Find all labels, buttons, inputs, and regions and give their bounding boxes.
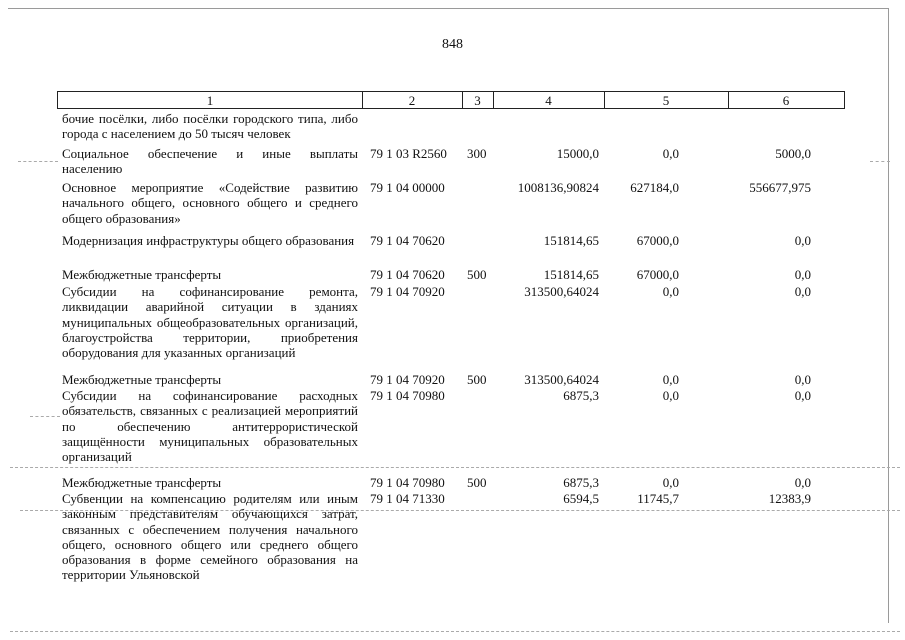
row-value-col5: 67000,0 — [636, 267, 679, 282]
row-type: 500 — [467, 267, 487, 282]
scan-artifact-line — [870, 161, 890, 163]
page-number: 848 — [442, 37, 463, 52]
row-description: Межбюджетные трансферты — [62, 475, 222, 490]
row-code: 79 1 04 00000 — [370, 180, 445, 195]
row-type: 500 — [467, 372, 487, 387]
row-description: Социальное обеспечение и иные выплаты населению — [62, 146, 358, 177]
row-value-col4: 1008136,90824 — [517, 180, 599, 195]
row-description: Субсидии на софинансирование расходных обязательств, связанных с реализацией мероприятий по обеспечению антитеррористической защищённости муниципальных образовательных организаций — [62, 388, 358, 465]
row-value-col5: 0,0 — [662, 475, 679, 490]
row-description: Межбюджетные трансферты — [62, 372, 222, 387]
scan-artifact-line — [20, 510, 900, 512]
row-value-col4: 6875,3 — [563, 475, 599, 490]
header-col-5: 5 — [604, 91, 729, 109]
row-value-col4: 151814,65 — [543, 267, 599, 282]
row-value-col4: 313500,64024 — [524, 284, 599, 299]
row-value-col4: 6594,5 — [563, 491, 599, 506]
row-code: 79 1 03 R2560 — [370, 146, 447, 161]
row-value-col5: 67000,0 — [636, 233, 679, 248]
scan-artifact-line — [10, 631, 900, 633]
row-code: 79 1 04 70920 — [370, 372, 445, 387]
row-description: бочие посёлки, либо посёлки городского типа, либо города с населением до 50 тысяч человек — [62, 111, 358, 142]
row-description: Субвенции на компенсацию родителям или иным законным представителям обучающихся затрат, связанных с обеспечением получения начального общего, основного общего или среднего общего образования в форме семейного образования на территории Ульяновской — [62, 491, 358, 583]
header-col-6: 6 — [728, 91, 845, 109]
row-code: 79 1 04 70620 — [370, 267, 445, 282]
row-value-col4: 151814,65 — [543, 233, 599, 248]
row-value-col6: 556677,975 — [749, 180, 811, 195]
row-description: Основное мероприятие «Содействие развитию начального общего, основного общего и среднего общего образования» — [62, 180, 358, 226]
row-description: Модернизация инфраструктуры общего образования — [62, 233, 355, 248]
row-value-col6: 0,0 — [794, 372, 811, 387]
row-value-col5: 627184,0 — [630, 180, 679, 195]
row-type: 300 — [467, 146, 487, 161]
scan-border-right — [888, 8, 889, 623]
row-code: 79 1 04 70920 — [370, 284, 445, 299]
row-value-col4: 6875,3 — [563, 388, 599, 403]
row-code: 79 1 04 70620 — [370, 233, 445, 248]
row-value-col6: 5000,0 — [775, 146, 811, 161]
header-col-3: 3 — [462, 91, 494, 109]
row-code: 79 1 04 70980 — [370, 388, 445, 403]
row-description: Субсидии на софинансирование ремонта, ликвидации аварийной ситуации в зданиях муниципальных общеобразовательных организаций, благоустройства территории, приобретения оборудования для указанных организаций — [62, 284, 358, 361]
row-value-col6: 12383,9 — [768, 491, 811, 506]
row-code: 79 1 04 70980 — [370, 475, 445, 490]
header-col-1: 1 — [57, 91, 363, 109]
row-value-col4: 313500,64024 — [524, 372, 599, 387]
row-type: 500 — [467, 475, 487, 490]
row-value-col4: 15000,0 — [556, 146, 599, 161]
row-value-col5: 0,0 — [662, 388, 679, 403]
row-value-col6: 0,0 — [794, 267, 811, 282]
scan-border-top — [8, 8, 888, 9]
row-value-col5: 0,0 — [662, 372, 679, 387]
row-description: Межбюджетные трансферты — [62, 267, 222, 282]
row-value-col6: 0,0 — [794, 284, 811, 299]
scan-artifact-line — [10, 467, 900, 469]
scan-artifact-line — [18, 161, 58, 163]
row-code: 79 1 04 71330 — [370, 491, 445, 506]
row-value-col5: 11745,7 — [637, 491, 679, 506]
row-value-col6: 0,0 — [794, 475, 811, 490]
header-col-4: 4 — [493, 91, 605, 109]
row-value-col6: 0,0 — [794, 233, 811, 248]
header-col-2: 2 — [362, 91, 463, 109]
row-value-col5: 0,0 — [662, 284, 679, 299]
row-value-col5: 0,0 — [662, 146, 679, 161]
row-value-col6: 0,0 — [794, 388, 811, 403]
scan-artifact-line — [30, 416, 60, 418]
